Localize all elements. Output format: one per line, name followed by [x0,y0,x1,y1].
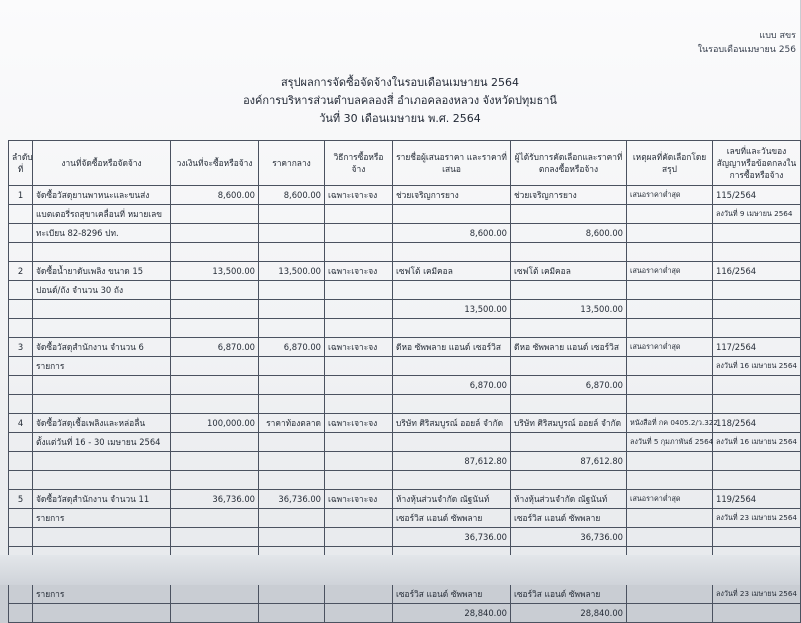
procurement-method: เฉพาะเจาะจง [325,490,393,509]
row-number: 4 [9,414,33,433]
selection-reason-cont [627,509,713,528]
col-method: วิธีการซื้อหรือจ้าง [325,141,393,186]
bidder-name: บริษัท ศิริสมบูรณ์ ออยล์ จำกัด [393,414,511,433]
median-cont [259,205,325,224]
separator-cell [171,243,259,262]
procurement-table [8,140,801,623]
row-separator [9,319,801,338]
separator-cell [713,319,801,338]
row-number-cont [9,604,33,623]
budget-cont [171,528,259,547]
contract-date: ลงวันที่ 23 เมษายน 2564 [713,585,801,604]
contract-number: 115/2564 [713,186,801,205]
contract-date: ลงวันที่ 16 เมษายน 2564 [713,357,801,376]
work-description-cont [33,300,171,319]
median-cont [259,224,325,243]
procurement-method: เฉพาะเจาะจง [325,262,393,281]
row-number-cont [9,452,33,471]
table-row [9,414,801,433]
row-number-cont [9,224,33,243]
winner-price: 87,612.80 [511,452,627,471]
table-row [9,490,801,509]
separator-cell [325,395,393,414]
col-reason: เหตุผลที่คัดเลือกโดยสรุป [627,141,713,186]
median-cont [259,281,325,300]
separator-cell [627,471,713,490]
median-cont [259,604,325,623]
selection-reason-cont [627,357,713,376]
col-median: ราคากลาง [259,141,325,186]
method-cont [325,433,393,452]
bidder-name-cont [393,433,511,452]
winner-price: 36,736.00 [511,528,627,547]
form-period: ในรอบเดือนเมษายน 256 [697,45,796,55]
row-number-cont [9,357,33,376]
winner-name-cont [511,281,627,300]
reason-cont [627,452,713,471]
separator-cell [259,243,325,262]
median-cont [259,357,325,376]
winner-name: ช่วยเจริญการยาง [511,186,627,205]
work-description: จัดซื้อวัสดุสำนักงาน จำนวน 11 [33,490,171,509]
work-description-cont: ปอนด์/ถัง จำนวน 30 ถัง [33,281,171,300]
method-cont [325,452,393,471]
winner-price: 13,500.00 [511,300,627,319]
separator-cell [9,243,33,262]
bidder-price: 6,870.00 [393,376,511,395]
bidder-name: เซฟโต้ เคมีคอล [393,262,511,281]
col-winner: ผู้ได้รับการคัดเลือกและราคาที่ตกลงซื้อหรือจ้าง [511,141,627,186]
budget-cont [171,357,259,376]
bidder-price: 87,612.80 [393,452,511,471]
budget-cont [171,224,259,243]
row-number-cont [9,528,33,547]
contract-cont [713,528,801,547]
selection-reason: หนังสือที่ กค 0405.2/ว.322 [627,414,713,433]
document-date: วันที่ 30 เดือนเมษายน พ.ศ. 2564 [319,112,481,125]
selection-reason: เสนอราคาต่ำสุด [627,490,713,509]
winner-name-cont [511,357,627,376]
separator-cell [33,395,171,414]
table-row [9,509,801,528]
bidder-name-cont: เซอร์วิส แอนด์ ซัพพลาย [393,509,511,528]
procurement-method: เฉพาะเจาะจง [325,338,393,357]
separator-cell [259,319,325,338]
separator-cell [393,319,511,338]
work-description-cont [33,452,171,471]
separator-cell [511,395,627,414]
budget-cont [171,509,259,528]
work-description: จัดซื้อวัสดุยานพาหนะและขนส่ง [33,186,171,205]
procurement-method: เฉพาะเจาะจง [325,186,393,205]
row-number: 2 [9,262,33,281]
table-row [9,205,801,224]
table-row [9,224,801,243]
median-price: 6,870.00 [259,338,325,357]
separator-cell [393,243,511,262]
budget-cont [171,604,259,623]
form-code: แบบ สขร [759,31,796,41]
row-number-cont [9,509,33,528]
separator-cell [33,319,171,338]
winner-name: ดีหอ ซัพพลาย แอนด์ เซอร์วิส [511,338,627,357]
budget-cont [171,433,259,452]
selection-reason-cont [627,585,713,604]
budget-cont [171,452,259,471]
table-row [9,433,801,452]
winner-price: 6,870.00 [511,376,627,395]
work-description: จัดซื้อน้ำยาดับเพลิง ขนาด 15 [33,262,171,281]
selection-reason: เสนอราคาต่ำสุด [627,338,713,357]
reason-cont [627,528,713,547]
reason-cont [627,604,713,623]
median-cont [259,509,325,528]
separator-cell [171,395,259,414]
method-cont [325,281,393,300]
table-row [9,186,801,205]
separator-cell [627,395,713,414]
col-no: ลำดับที่ [9,141,33,186]
separator-cell [393,395,511,414]
selection-reason-cont [627,281,713,300]
budget-cont [171,281,259,300]
winner-name-cont: เซอร์วิส แอนด์ ซัพพลาย [511,585,627,604]
reason-cont [627,376,713,395]
work-description-cont: รายการ [33,357,171,376]
reason-cont [627,300,713,319]
separator-cell [9,319,33,338]
contract-number: 119/2564 [713,490,801,509]
median-cont [259,452,325,471]
winner-price: 8,600.00 [511,224,627,243]
work-description-cont [33,528,171,547]
median-cont [259,528,325,547]
winner-price: 28,840.00 [511,604,627,623]
separator-cell [393,471,511,490]
budget-cont [171,205,259,224]
budget-amount: 6,870.00 [171,338,259,357]
winner-name: เซฟโต้ เคมีคอล [511,262,627,281]
work-description-cont [33,376,171,395]
contract-number: 118/2564 [713,414,801,433]
method-cont [325,300,393,319]
separator-cell [713,471,801,490]
method-cont [325,528,393,547]
row-number-cont [9,205,33,224]
method-cont [325,205,393,224]
row-number: 5 [9,490,33,509]
contract-cont [713,300,801,319]
budget-cont [171,585,259,604]
table-row [9,300,801,319]
table-row [9,338,801,357]
row-separator [9,243,801,262]
row-separator [9,471,801,490]
work-description-cont: รายการ [33,509,171,528]
winner-name-cont [511,433,627,452]
separator-cell [627,243,713,262]
separator-cell [325,243,393,262]
contract-date: ลงวันที่ 9 เมษายน 2564 [713,205,801,224]
contract-date: ลงวันที่ 16 เมษายน 2564 [713,433,801,452]
row-number-cont [9,376,33,395]
contract-cont [713,376,801,395]
row-number-cont [9,281,33,300]
table-row [9,585,801,604]
winner-name: บริษัท ศิริสมบูรณ์ ออยล์ จำกัด [511,414,627,433]
desk-surface [0,555,800,585]
work-description-cont [33,604,171,623]
separator-cell [511,319,627,338]
bidder-price: 13,500.00 [393,300,511,319]
winner-name: ห้างหุ้นส่วนจำกัด ณัฐนันท์ [511,490,627,509]
bidder-price: 28,840.00 [393,604,511,623]
contract-number: 116/2564 [713,262,801,281]
row-number-cont [9,300,33,319]
row-number: 3 [9,338,33,357]
median-cont [259,376,325,395]
method-cont [325,585,393,604]
selection-reason-cont: ลงวันที่ 5 กุมภาพันธ์ 2564 [627,433,713,452]
contract-number: 117/2564 [713,338,801,357]
budget-cont [171,300,259,319]
separator-cell [511,471,627,490]
selection-reason: เสนอราคาต่ำสุด [627,262,713,281]
work-description: จัดซื้อวัสดุเชื้อเพลิงและหล่อลื่น [33,414,171,433]
method-cont [325,604,393,623]
separator-cell [9,471,33,490]
table-header-row [9,141,801,186]
work-description: จัดซื้อวัสดุสำนักงาน จำนวน 6 [33,338,171,357]
bidder-name-cont [393,357,511,376]
procurement-method: เฉพาะเจาะจง [325,414,393,433]
median-cont [259,300,325,319]
bidder-name: ดีหอ ซัพพลาย แอนด์ เซอร์วิส [393,338,511,357]
separator-cell [511,243,627,262]
separator-cell [9,395,33,414]
median-price: ราคาท้องตลาด [259,414,325,433]
row-separator [9,395,801,414]
separator-cell [713,395,801,414]
contract-date: ลงวันที่ 23 เมษายน 2564 [713,509,801,528]
winner-name-cont [511,205,627,224]
col-budget: วงเงินที่จะซื้อหรือจ้าง [171,141,259,186]
median-price: 8,600.00 [259,186,325,205]
table-row [9,452,801,471]
separator-cell [325,319,393,338]
work-description-cont: ทะเบียน 82-8296 ปท. [33,224,171,243]
col-work: งานที่จัดซื้อหรือจัดจ้าง [33,141,171,186]
bidder-name-cont: เซอร์วิส แอนด์ ซัพพลาย [393,585,511,604]
row-number-cont [9,433,33,452]
budget-amount: 100,000.00 [171,414,259,433]
budget-amount: 13,500.00 [171,262,259,281]
separator-cell [33,243,171,262]
col-contract: เลขที่และวันของสัญญาหรือข้อตกลงในการซื้อหรือจ้าง [713,141,801,186]
separator-cell [713,243,801,262]
contract-cont [713,224,801,243]
method-cont [325,224,393,243]
method-cont [325,509,393,528]
work-description-cont: รายการ [33,585,171,604]
work-description-cont: ตั้งแต่วันที่ 16 - 30 เมษายน 2564 [33,433,171,452]
separator-cell [171,471,259,490]
bidder-name-cont [393,281,511,300]
table-row [9,357,801,376]
table-row [9,281,801,300]
winner-name-cont: เซอร์วิส แอนด์ ซัพพลาย [511,509,627,528]
budget-cont [171,376,259,395]
budget-amount: 36,736.00 [171,490,259,509]
selection-reason: เสนอราคาต่ำสุด [627,186,713,205]
median-price: 13,500.00 [259,262,325,281]
separator-cell [171,319,259,338]
median-price: 36,736.00 [259,490,325,509]
bidder-price: 36,736.00 [393,528,511,547]
bidder-price: 8,600.00 [393,224,511,243]
row-number-cont [9,585,33,604]
contract-cont [713,452,801,471]
contract-date [713,281,801,300]
table-row [9,528,801,547]
method-cont [325,357,393,376]
contract-cont [713,604,801,623]
separator-cell [33,471,171,490]
median-cont [259,433,325,452]
bidder-name-cont [393,205,511,224]
row-number: 1 [9,186,33,205]
separator-cell [325,471,393,490]
bidder-name: ห้างหุ้นส่วนจำกัด ณัฐนันท์ [393,490,511,509]
reason-cont [627,224,713,243]
table-row [9,376,801,395]
budget-amount: 8,600.00 [171,186,259,205]
median-cont [259,585,325,604]
document-title: สรุปผลการจัดซื้อจัดจ้างในรอบเดือนเมษายน 2564 [280,76,520,89]
col-bidders: รายชื่อผู้เสนอราคา และราคาที่เสนอ [393,141,511,186]
separator-cell [259,471,325,490]
organization-name: องค์การบริหารส่วนตำบลคลองสี่ อำเภอคลองหลวง จังหวัดปทุมธานี [243,94,557,107]
selection-reason-cont [627,205,713,224]
bidder-name: ช่วยเจริญการยาง [393,186,511,205]
work-description-cont: แบตเตอรี่รถสุขาเคลื่อนที่ หมายเลข [33,205,171,224]
separator-cell [627,319,713,338]
method-cont [325,376,393,395]
separator-cell [259,395,325,414]
table-row [9,604,801,623]
table-row [9,262,801,281]
